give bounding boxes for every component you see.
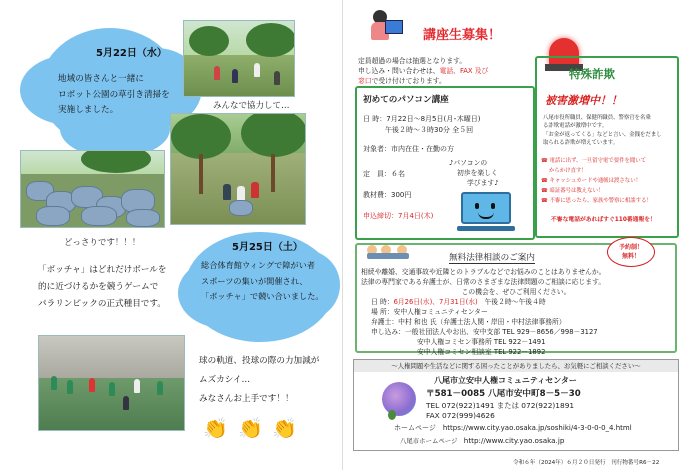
consult-title: 無料法律相談のご案内 [449, 253, 535, 263]
center-homepage: ホームページ https://www.city.yao.osaka.jp/soshiki/4-3-0-0-0_4.html [394, 424, 632, 432]
boccia-gym-photo [38, 335, 185, 431]
city-homepage: 八尾市ホームページ http://www.city.yao.osaka.jp [400, 436, 565, 445]
park-cleanup-photo [183, 20, 295, 97]
consult-body: 相続や離婚、交通事故や近隣とのトラブルなどでお悩みのことはありませんか。 法律の専門家である弁護士が、日常のさまざまな法律問題のご相談に応じます。 この機会を、ぜひご利用ください。 日 時：6月26日(水)、7月31日(水) 午後２時～午後４時 場 所：安中人権コミュニティセンター 弁護士：中村 和也 氏（弁護士法人関・岸田・中村法律事務所） 申し込み：一般社団法人やお出、安中支部 TEL 929－8656／998－3127 安中人権コミセン事務所 TEL 922－1491 安中人権コミセン相談室 TEL 922－1892 [361, 268, 606, 356]
caption-done: どっさりです！！！ [64, 238, 141, 248]
leaf-icon [388, 410, 396, 420]
fraud-heading: 特殊詐欺 [569, 67, 615, 81]
city-homepage-link[interactable]: http://www.city.yao.osaka.jp [463, 436, 565, 445]
weeding-photo [170, 113, 306, 225]
course-title: 初めてのパソコン講座 [363, 95, 449, 105]
smiling-computer-icon [461, 192, 511, 224]
event1-text: 地域の皆さんと一緒に ロボット公園の草引き清掃を 実施しました。 [58, 74, 170, 115]
left-page [0, 0, 341, 470]
people-icon [367, 245, 419, 261]
boccia-comments: 球の軌道、投球の際の力加減が ムズカシイ… みなさんお上手です！！ [199, 356, 320, 404]
center-name: 八尾市立安中人権コミュニティセンター [434, 376, 577, 385]
keyboard-icon [457, 226, 515, 231]
course-details: 日 時：7月22日～8月5日(月･木曜日) 午後２時～３時30分 全５回 対象者：市内在住・在勤の方 定 員：６名 教材費：300円 申込締切：7月4日(木) [363, 115, 481, 220]
boccia-description: 「ボッチャ」はどれだけボールを 的に近づけるかを競うゲームで パラリンピックの正式種目です。 [38, 265, 167, 309]
center-info-box [353, 359, 679, 451]
fraud-box [535, 56, 679, 238]
fraud-tips: ☎ 電話に出ず、一旦留守電で要件を聞いて からかけ直す！ ☎ キャッシュカードや通帳は渡さない！ ☎ 暗証番号は教えない！ ☎ 不審に思ったら、家族や警察に相談する！ [541, 158, 652, 204]
center-address: 〒581－0085 八尾市安中町8－5－30 [426, 389, 581, 399]
clap-icon: 👏 [272, 416, 297, 440]
clap-icon: 👏 [203, 416, 228, 440]
course-heading: 講座生募集！ [423, 28, 502, 43]
event2-date: 5月25日（土） [232, 242, 303, 253]
center-tel: TEL 072(922)1491 または 072(922)1891 [426, 401, 575, 410]
hydrangea-icon [382, 382, 416, 416]
course-notice: 定員超過の場合は抽選となります。 申し込み・問い合わせは、電話、FAX 及び 窓口で受け付けております。 [358, 57, 489, 85]
homepage-link[interactable]: https://www.city.yao.osaka.jp/soshiki/4-3-0-0-0_4.html [442, 424, 632, 432]
reservation-badge: 予約制！ 無料！ [607, 237, 655, 267]
computer-user-icon [371, 10, 403, 42]
event1-date: 5月22日（水） [96, 48, 167, 59]
event2-text: 総合体育館ウィングで障がい者 スポーツの集いが開催され、 「ボッチャ」で競い合いました。 [201, 260, 324, 301]
fraud-intro: 八尾市役所職員、保健所職員、警察官を名乗 る詐欺電話が激増中です。 「お金が返ってくる」などと言い、金銭をだまし 取られる詐欺が増えています。 [543, 115, 662, 146]
clap-icon: 👏 [238, 416, 263, 440]
center-fax: FAX 072(999)4626 [426, 411, 495, 420]
course-bubble: ♪パソコンの 初歩を楽しく 学びます♪ [449, 159, 499, 187]
right-page [342, 0, 683, 470]
center-motto: ～人権問題や生活などに関する困ったことがありましたら、お気軽にご相談ください～ [354, 360, 678, 372]
collected-bags-photo [20, 150, 165, 228]
fraud-footer: 不審な電話があればすぐ110番通報を！ [551, 217, 656, 223]
caption-cooperate: みんなで協力して… [213, 101, 290, 111]
consult-box [355, 243, 677, 356]
issue-info: 令和６年（2024年）６月２０日発行 刊行物番号R6－22 [513, 460, 660, 466]
course-box [355, 86, 535, 240]
fraud-banner: 被害激増中！！ [545, 94, 622, 107]
